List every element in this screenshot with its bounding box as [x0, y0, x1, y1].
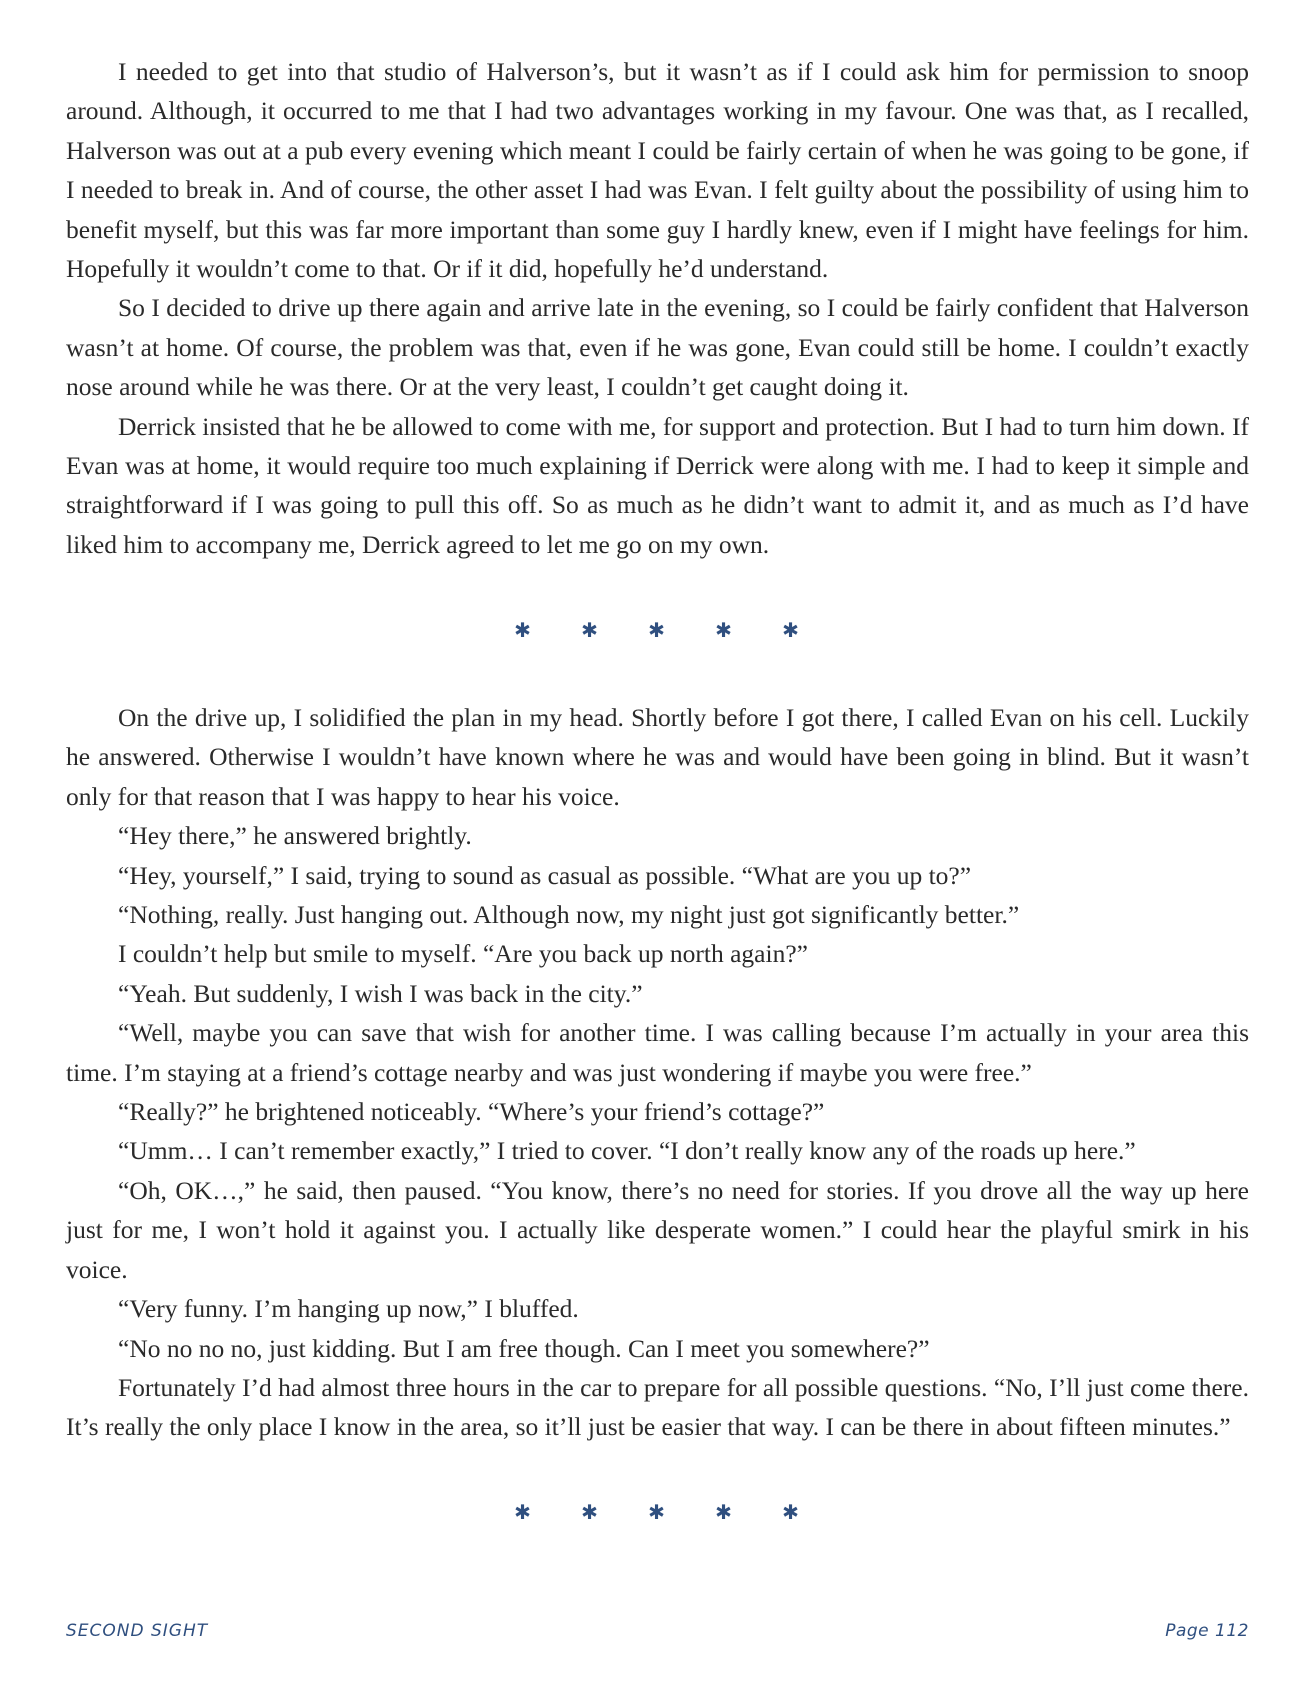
paragraph: Derrick insisted that he be allowed to come with me, for support and protection. But I had to turn him down. If Evan was at home, it would require too much explaining if Derrick were along with me. I had to keep it simple and straightforward if I was going to pull this off. So as much as he didn’t want to admit it, and as much as I’d have liked him to accompany me, Derrick agreed to let me go on my own.	[66, 411, 1249, 559]
asterisk-ornament-icon: ✱	[648, 618, 665, 642]
paragraph: “Nothing, really. Just hanging out. Although now, my night just got significantly better.”	[118, 900, 1020, 930]
paragraph: “Very funny. I’m hanging up now,” I bluffed.	[118, 1294, 579, 1324]
paragraph: “Umm… I can’t remember exactly,” I tried to cover. “I don’t really know any of the roads up here.”	[118, 1136, 1136, 1166]
paragraph: “Hey, yourself,” I said, trying to sound as casual as possible. “What are you up to?”	[118, 860, 972, 890]
page-number: Page 112	[1165, 1621, 1249, 1641]
asterisk-ornament-icon: ✱	[782, 1500, 799, 1524]
asterisk-ornament-icon: ✱	[715, 1500, 732, 1524]
paragraph: On the drive up, I solidified the plan in my head. Shortly before I got there, I called Evan on his cell. Luckily he answered. Otherwise I wouldn’t have known where he was and would have been going in blind. But it wasn’t only for that reason that I was happy to hear his voice.	[66, 703, 1249, 811]
asterisk-ornament-icon: ✱	[581, 618, 598, 642]
section-two	[66, 698, 1249, 1447]
section-one	[66, 52, 1249, 564]
scene-break-divider	[0, 618, 1313, 642]
paragraph: I couldn’t help but smile to myself. “Are you back up north again?”	[118, 939, 808, 969]
paragraph: “Oh, OK…,” he said, then paused. “You know, there’s no need for stories. If you drove all the way up here just for me, I won’t hold it against you. I actually like desperate women.” I could hear the playful smirk in his voice.	[66, 1175, 1249, 1284]
paragraph: “Really?” he brightened noticeably. “Where’s your friend’s cottage?”	[118, 1097, 825, 1127]
running-footer-title: SECOND SIGHT	[66, 1621, 209, 1641]
paragraph: “No no no no, just kidding. But I am free though. Can I meet you somewhere?”	[118, 1333, 930, 1363]
scene-break-divider	[0, 1500, 1313, 1524]
paragraph: I needed to get into that studio of Halverson’s, but it wasn’t as if I could ask him for permission to snoop around. Although, it occurred to me that I had two advantages working in my favour. One was that, as I recalled, Halverson was out at a pub every evening which meant I could be fairly certain of when he was going to be gone, if I needed to break in. And of course, the other asset I had was Evan. I felt guilty about the possibility of using him to benefit myself, but this was far more important than some guy I hardly knew, even if I might have feelings for him. Hopefully it wouldn’t come to that. Or if it did, hopefully he’d understand.	[66, 57, 1249, 284]
paragraph: “Yeah. But suddenly, I wish I was back in the city.”	[118, 978, 643, 1008]
paragraph: So I decided to drive up there again and arrive late in the evening, so I could be fairly confident that Halverson wasn’t at home. Of course, the problem was that, even if he was gone, Evan could still be home. I couldn’t exactly nose around while he was there. Or at the very least, I couldn’t get caught doing it.	[66, 293, 1249, 402]
paragraph: Fortunately I’d had almost three hours in the car to prepare for all possible questions. “No, I’ll just come there. It’s really the only place I know in the area, so it’ll just be easier that way. I can be there in about fifteen minutes.”	[66, 1372, 1249, 1442]
asterisk-ornament-icon: ✱	[782, 618, 799, 642]
asterisk-ornament-icon: ✱	[581, 1500, 598, 1524]
paragraph: “Hey there,” he answered brightly.	[118, 821, 472, 851]
asterisk-ornament-icon: ✱	[715, 618, 732, 642]
asterisk-ornament-icon: ✱	[648, 1500, 665, 1524]
asterisk-ornament-icon: ✱	[514, 1500, 531, 1524]
paragraph: “Well, maybe you can save that wish for another time. I was calling because I’m actually in your area this time. I’m staying at a friend’s cottage nearby and was just wondering if maybe you were free.”	[66, 1018, 1249, 1087]
asterisk-ornament-icon: ✱	[514, 618, 531, 642]
